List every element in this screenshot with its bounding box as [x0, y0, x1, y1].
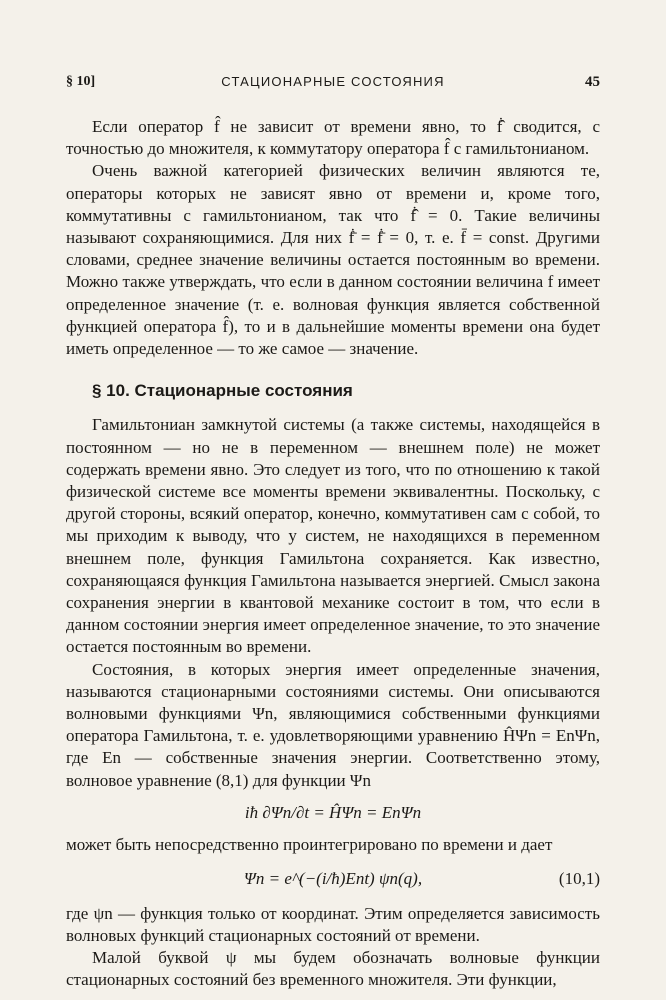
- running-header: [66, 74, 600, 96]
- formula-schrodinger: iħ ∂Ψn/∂t = ĤΨn = EnΨn: [244, 802, 422, 822]
- paragraph-2: Очень важной категорией физических величин являются те, операторы которых не зависят явно от времени и, кроме того, коммутативны с гамильтонианом, так что ḟ̂ = 0. Такие величины называют сохраняющимися. Для них ḟ̄ = ḟ̄ = 0, т. е. f̄ = const. Другими словами, среднее значение величины остается постоянным во времени. Можно также утверждать, что если в данном состоянии величина f имеет определенное значение (т. е. волновая функция является собственной функцией оператора f̂), то и в дальнейшие моменты времени она будет иметь определенное — то же самое — значение.: [66, 161, 600, 359]
- formula-10-1: [66, 868, 600, 890]
- paragraph-6: где ψn — функция только от координат. Этим определяется зависимость волновых функций стационарных состояний от времени.: [66, 903, 600, 945]
- header-title: СТАЦИОНАРНЫЕ СОСТОЯНИЯ: [221, 74, 445, 89]
- equation-number: (10,1): [558, 869, 600, 889]
- page-number: 45: [585, 74, 600, 90]
- page-body: [66, 116, 600, 991]
- paragraph-4: Состояния, в которых энергия имеет определенные значения, называются стационарными состояниями системы. Они описываются волновыми функциями Ψn, являющимися собственными функциями оператора Гамильтона, т. е. удовлетворяющими уравнению ĤΨn = EnΨn, где En — собственные значения энергии. Соответственно этому, волновое уравнение (8,1) для функции Ψn: [66, 659, 600, 790]
- paragraph-1: Если оператор f̂ не зависит от времени явно, то ḟ̂ сводится, с точностью до множителя, к коммутатору оператора f̂ с гамильтонианом.: [66, 117, 600, 159]
- header-section-ref: § 10]: [66, 74, 96, 89]
- formula-10-1-expression: Ψn = e^(−(i/ħ)Ent) ψn(q),: [243, 869, 423, 889]
- paragraph-5: может быть непосредственно проинтегрировано по времени и дает: [66, 835, 553, 855]
- paragraph-7: Малой буквой ψ мы будем обозначать волновые функции стационарных состояний без временного множителя. Эти функции,: [66, 947, 600, 990]
- section-heading: § 10. Стационарные состояния: [92, 381, 353, 401]
- paragraph-3: Гамильтониан замкнутой системы (а также системы, находящейся в постоянном — но не в переменном — внешнем поле) не может содержать времени явно. Это следует из того, что по отношению к такой физической системе все моменты времени эквивалентны. Поскольку, с другой стороны, всякий оператор, конечно, коммутативен сам с собой, то мы приходим к выводу, что у систем, не находящихся в переменном внешнем поле, функция Гамильтона сохраняется. Как известно, сохраняющаяся функция Гамильтона называется энергией. Смысл закона сохранения энергии в квантовой механике состоит в том, что если в данном состоянии энергия имеет определенное значение, то это значение остается постоянным во времени.: [66, 415, 600, 657]
